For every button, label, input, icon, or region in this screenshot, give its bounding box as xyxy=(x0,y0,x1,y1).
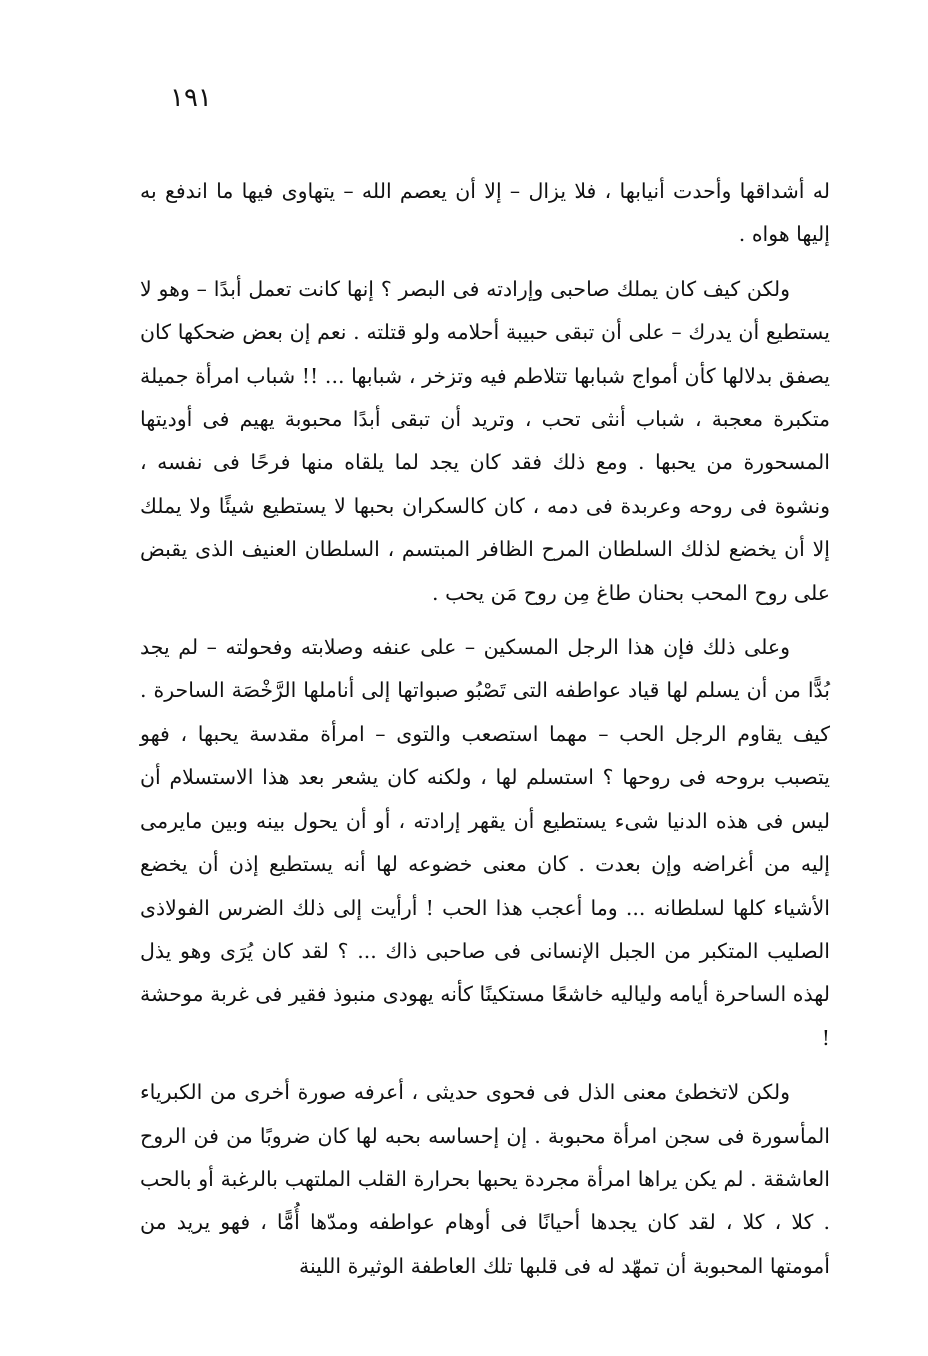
paragraph-2: ولكن كيف كان يملك صاحبى وإرادته فى البصر ؟ إنها كانت تعمل أبدًا – وهو لا يستطيع أن يدرك – على أن تبقى حبيبة أحلامه ولو قتلته . نعم إن بعض ضحكها كان يصفق بدلالها كأن أمواج شبابها تتلاطم فيه وتزخر ، شبابها ... !! شباب امرأة جميلة متكبرة معجبة ، شباب أنثى تحب ، وتريد أن تبقى أبدًا محبوبة يهيم فى أوديتها المسحورة من يحبها . ومع ذلك فقد كان يجد لما يلقاه منها فرحًا فى نفسه ، ونشوة فى روحه وعربدة فى دمه ، كان كالسكران بحبها لا يستطيع شيئًا ولا يملك إلا أن يخضع لذلك السلطان المرح الظافر المبتسم ، السلطان العنيف الذى يقبض على روح المحب بحنان طاغ مِن روح مَن يحب . xyxy=(140,276,830,605)
paragraph-4: ولكن لاتخطئ معنى الذل فى فحوى حديثى ، أعرفه صورة أخرى من الكبرياء المأسورة فى سجن امرأة محبوبة . إن إحساسه بحبه لها كان ضروبًا من فن الروح العاشقة . لم يكن يراها امرأة مجردة يحبها بحرارة القلب الملتهب بالرغبة أو بالحب . كلا ، كلا ، لقد كان يجدها أحيانًا فى أوهام عواطفه ومدّها أُمًّا ، فهو يريد من أمومتها المحبوبة أن تمهّد له فى قلبها تلك العاطفة الوثيرة اللينة xyxy=(140,1080,830,1278)
paragraph-1: له أشداقها وأحدت أنيابها ، فلا يزال – إلا أن يعصم الله – يتهاوى فيها ما اندفع به إليها هواه . xyxy=(140,179,830,247)
page-number: ١٩١ xyxy=(170,83,212,113)
paragraph-3: وعلى ذلك فإن هذا الرجل المسكين – على عنفه وصلابته وفحولته – لم يجد بُدًّا من أن يسلم لها قياد عواطفه التى تَصْبُو صبواتها إلى أناملها الرَّخْصَة الساحرة . كيف يقاوم الرجل الحب – مهما استصعب والتوى – امرأة مقدسة يحبها ، فهو يتصبب بروحه فى روحها ؟ استسلم لها ، ولكنه كان يشعر بعد هذا الاستسلام أن ليس فى هذه الدنيا شىء يستطيع أن يقهر إرادته ، أو أن يحول بينه وبين مايرمى إليه من أغراضه وإن بعدت . كان معنى خضوعه لها أنه يستطيع إذن أن يخضع الأشياء كلها لسلطانه ... وما أعجب هذا الحب ! أرأيت إلى ذلك الضرس الفولاذى الصليب المتكبر من الجبل الإنسانى فى صاحبى ذاك ... ؟ لقد كان يُرَى وهو يذل لهذه الساحرة أيامه ولياليه خاشعًا مستكينًا كأنه يهودى منبوذ فقير فى غربة موحشة ! xyxy=(140,635,830,1050)
page-body-text xyxy=(140,170,830,1288)
